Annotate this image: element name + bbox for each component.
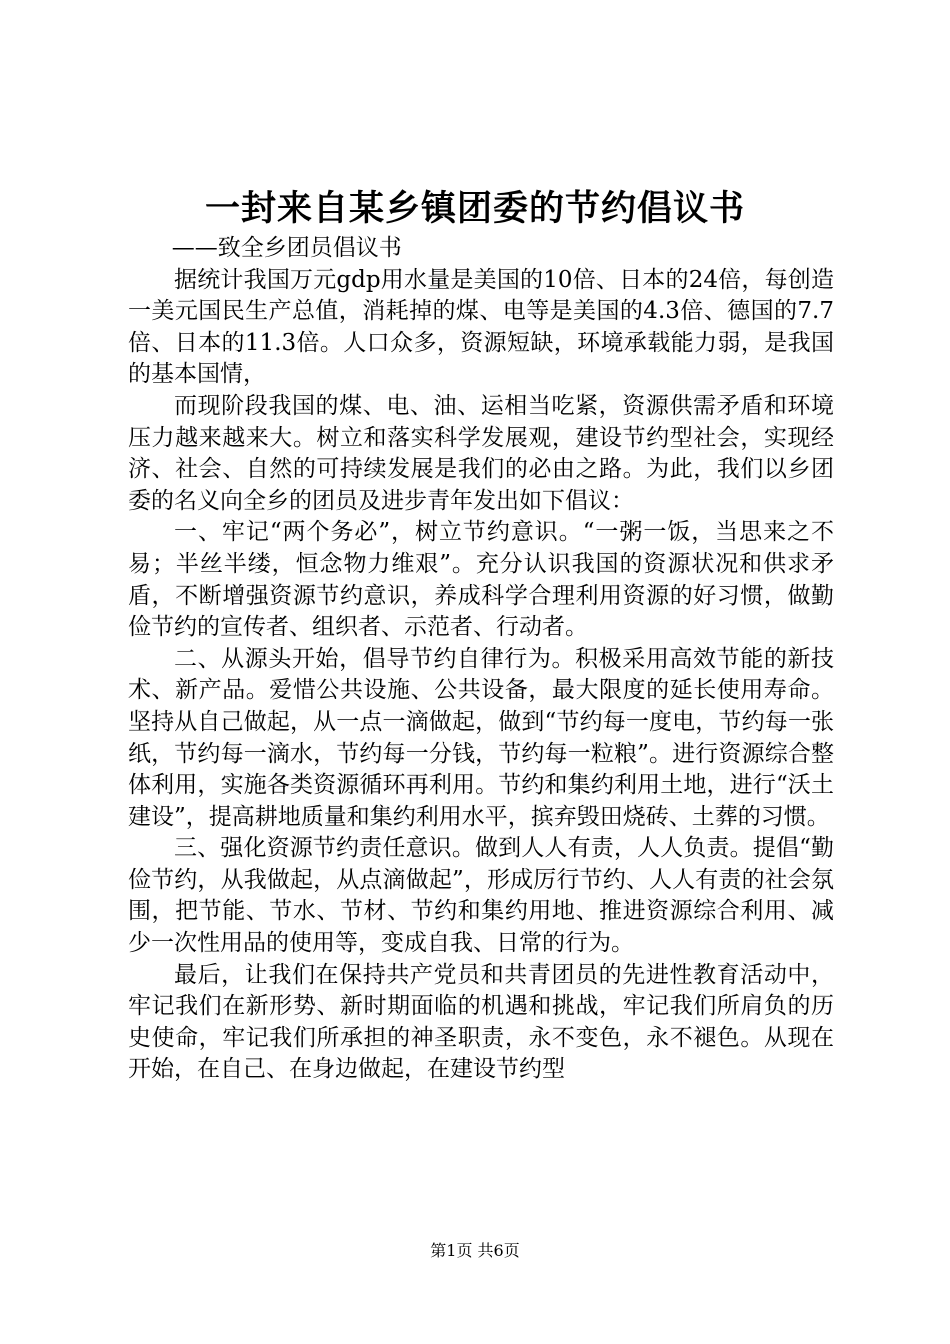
paragraph-point-three: 三、强化资源节约责任意识。做到人人有责，人人负责。提倡“勤俭节约，从我做起，从点滴做起”，形成厉行节约、人人有责的社会氛围，把节能、节水、节材、节约和集约用地、推进资源综合利用、减少一次性用品的使用等，变成自我、日常的行为。 [128, 835, 834, 957]
document-title: 一封来自某乡镇团委的节约倡议书 [204, 188, 745, 229]
document-body [128, 233, 834, 1086]
paragraph-intro: 据统计我国万元gdp用水量是美国的10倍、日本的24倍，每创造一美元国民生产总值，消耗掉的煤、电等是美国的4.3倍、德国的7.7倍、日本的11.3倍。人口众多，资源短缺，环境承载能力弱，是我国的基本国情， [128, 266, 834, 388]
document-subtitle: ——致全乡团员倡议书 [171, 235, 402, 261]
paragraph-point-two: 二、从源头开始，倡导节约自律行为。积极采用高效节能的新技术、新产品。爱惜公共设施、公共设备，最大限度的延长使用寿命。坚持从自己做起，从一点一滴做起，做到“节约每一度电，节约每一张纸，节约每一滴水，节约每一分钱，节约每一粒粮”。进行资源综合整体利用，实施各类资源循环再利用。节约和集约利用土地，进行“沃土建设”，提高耕地质量和集约利用水平，摈弃毁田烧砖、土葬的习惯。 [128, 645, 834, 830]
page-number-footer: 第1页 共6页 [430, 1241, 520, 1260]
paragraph-point-one: 一、牢记“两个务必”，树立节约意识。“一粥一饭，当思来之不易；半丝半缕，恒念物力维艰”。充分认识我国的资源状况和供求矛盾，不断增强资源节约意识，养成科学合理利用资源的好习惯，做勤俭节约的宣传者、组织者、示范者、行动者。 [128, 519, 834, 641]
paragraph-context: 而现阶段我国的煤、电、油、运相当吃紧，资源供需矛盾和环境压力越来越来大。树立和落实科学发展观，建设节约型社会，实现经济、社会、自然的可持续发展是我们的必由之路。为此，我们以乡团委的名义向全乡的团员及进步青年发出如下倡议： [128, 392, 834, 514]
paragraph-closing: 最后，让我们在保持共产党员和共青团员的先进性教育活动中，牢记我们在新形势、新时期面临的机遇和挑战，牢记我们所肩负的历史使命，牢记我们所承担的神圣职责，永不变色，永不褪色。从现在开始，在自己、在身边做起，在建设节约型 [128, 961, 834, 1083]
